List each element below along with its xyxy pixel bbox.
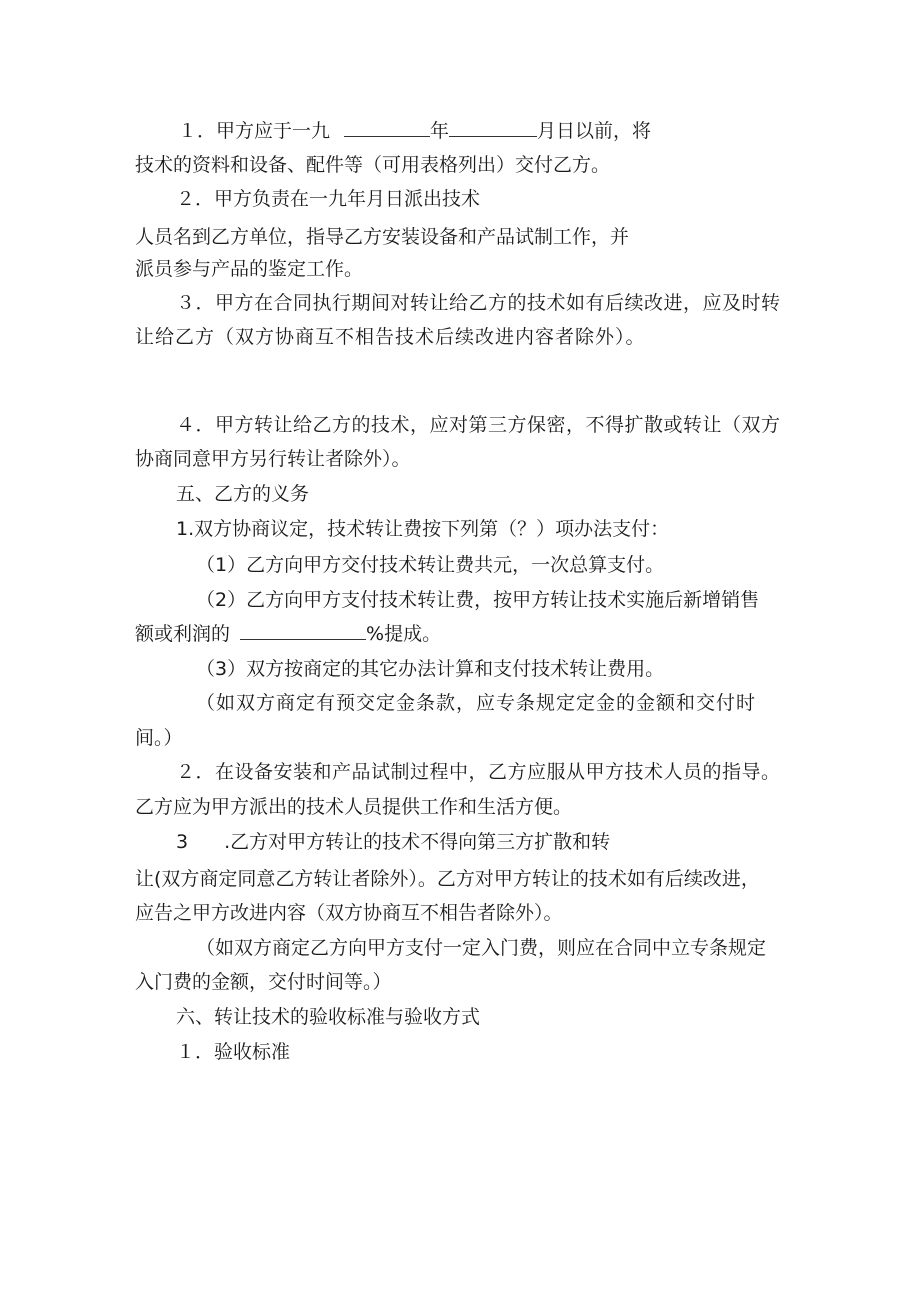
payment-option-3: （3）双方按商定的其它办法计算和支付技术转让费用。: [196, 658, 665, 680]
section-5-item-1: 1.双方协商议定，技术转让费按下列第（？）项办法支付：: [176, 518, 670, 540]
year-blank: [344, 118, 430, 137]
section-5-item-2-line-2: 乙方应为甲方派出的技术人员提供工作和生活方便。: [135, 796, 573, 818]
clause-2-line-1: ２．甲方负责在一九年月日派出技术: [176, 188, 481, 210]
payment-option-2-line-1: （2）乙方向甲方支付技术转让费，按甲方转让技术实施后新增销售: [196, 589, 760, 611]
section-5-heading: 五、乙方的义务: [176, 483, 310, 505]
deposit-note-line-1: （如双方商定有预交定金条款，应专条规定定金的金额和交付时: [196, 692, 757, 714]
month-blank: [449, 118, 537, 137]
payment-option-2-text-b: %提成。: [366, 623, 442, 645]
payment-option-2-line-2: [135, 621, 441, 647]
deposit-note-line-2: 间。）: [135, 727, 183, 749]
clause-2-line-3: 派员参与产品的鉴定工作。: [135, 258, 364, 280]
clause-1-line-2: 技术的资料和设备、配件等（可用表格列出）交付乙方。: [135, 154, 611, 176]
clause-4-line-2: 协商同意甲方另行转让者除外）。: [135, 448, 411, 470]
payment-option-1: （1）乙方向甲方交付技术转让费共元，一次总算支付。: [196, 554, 665, 576]
section-5-item-3-line-2: 让(双方商定同意乙方转让者除外）。乙方对甲方转让的技术如有后续改进，: [135, 868, 760, 890]
section-5-item-3-line-1: [176, 829, 610, 855]
clause-1-text-c: 月日以前，将: [537, 120, 652, 142]
clause-1-text-b: 年: [430, 120, 450, 142]
clause-1-line-1: [178, 118, 651, 144]
section-5-item-3-line-3: 应告之甲方改进内容（双方协商互不相告者除外）。: [135, 902, 563, 924]
section-6-item-1: １．验收标准: [176, 1041, 291, 1063]
clause-2-line-2: 人员名到乙方单位，指导乙方安装设备和产品试制工作，并: [135, 226, 630, 248]
section-5-item-3-text: .乙方对甲方转让的技术不得向第三方扩散和转: [224, 831, 611, 853]
entry-fee-note-line-2: 入门费的金额，交付时间等。）: [135, 971, 392, 993]
entry-fee-note-line-1: （如双方商定乙方向甲方支付一定入门费，则应在合同中立专条规定: [196, 937, 767, 959]
clause-3-line-1: ３．甲方在合同执行期间对转让给乙方的技术如有后续改进，应及时转: [176, 292, 781, 314]
clause-3-line-2: 让给乙方（双方协商互不相告技术后续改进内容者除外）。: [135, 326, 646, 348]
clause-4-line-1: ４．甲方转让给乙方的技术，应对第三方保密，不得扩散或转让（双方: [176, 414, 781, 436]
section-6-heading: 六、转让技术的验收标准与验收方式: [176, 1006, 481, 1028]
percentage-blank: [240, 621, 366, 640]
section-5-item-3-number: 3: [176, 831, 189, 853]
payment-option-2-text-a: 额或利润的: [135, 623, 231, 645]
clause-1-text-a: １．甲方应于一九: [178, 120, 331, 142]
section-5-item-2-line-1: ２．在设备安装和产品试制过程中，乙方应服从甲方技术人员的指导。: [176, 761, 781, 783]
